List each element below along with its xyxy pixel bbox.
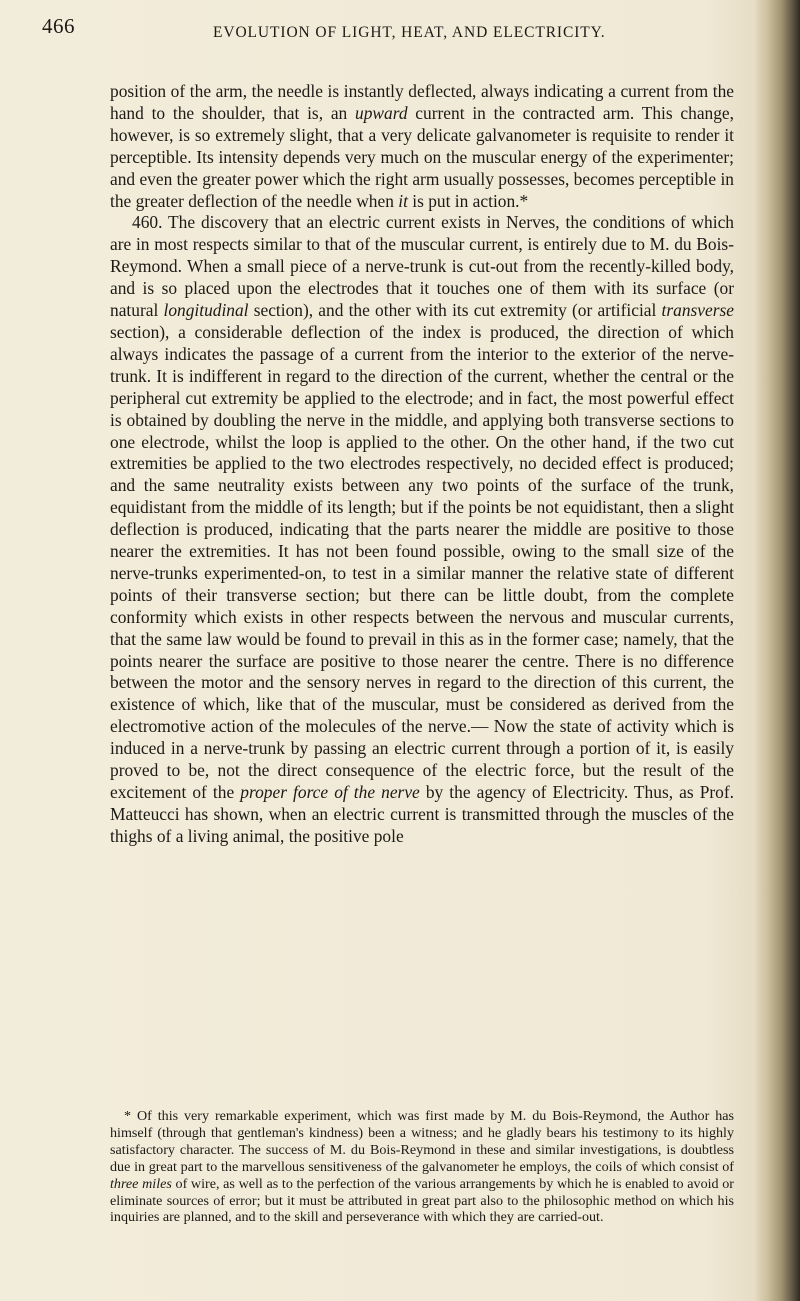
paragraph-1-emphasis-upward: upward <box>355 102 408 123</box>
paragraph-2-emphasis-proper-force: proper force of the nerve <box>240 782 420 802</box>
paragraph-1 <box>110 81 734 212</box>
paragraph-2-emphasis-longitudinal: longitudinal <box>163 300 249 321</box>
page-number: 466 <box>42 14 75 38</box>
body-text <box>110 81 734 848</box>
paragraph-2 <box>110 212 734 847</box>
book-spine-shadow <box>754 0 800 1301</box>
paragraph-1-text-c: is put in action.* <box>407 190 529 211</box>
paragraph-1-emphasis-it: it <box>398 190 408 211</box>
paragraph-1-text-a: position of the arm, the needle is instantly deflected, always indicating a current from the hand to the shoulder, that is, an <box>110 81 734 123</box>
paragraph-2-text-c: section), a considerable deflection of the index is produced, the direction of which always indicates the passage of a current from the interior to the exterior of the nerve-trunk. It is indifferent in regard to the direction of the current, whether the central or the peripheral cut extremity be applied to the electrode; and in fact, the most powerful effect is obtained by doubling the nerve in the middle, and applying both transverse sections to one electrode, whilst the loop is applied to the other. On the other hand, if the two cut extremities be applied to the two electrodes respectively, no decided effect is produced; and the same neutrality exists between any two points of the surface of the trunk, equidistant from the middle of its length; but if the points be not equidistant, then a slight deflection is produced, indicating that the parts nearer the middle are positive to those nearer the extremities. It has not been found possible, owing to the small size of the nerve-trunks experimented-on, to test in a similar manner the relative state of different points of their transverse section; but there can be little doubt, from the complete conformity which exists in other respects between the nervous and muscular currents, that the same law would be found to prevail in this as in the former case; namely, that the points nearer the surface are positive to those nearer the centre. There is no difference between the motor and the sensory nerves in regard to the direction of this current, the existence of which, like that of the muscular, must be considered as derived from the electromotive action of the molecules of the nerve.— Now the state of activity which is induced in a nerve-trunk by passing an electric current through a portion of it, is easily proved to be, not the direct consequence of the electric force, but the result of the excitement of the <box>110 321 734 802</box>
paragraph-2-emphasis-transverse: transverse <box>661 300 734 321</box>
footnote-paragraph <box>110 1108 734 1226</box>
paragraph-2-text-d: by the agency of Electricity. Thus, as Prof. Matteucci has shown, when an electric current is transmitted through the muscles of the thighs of a living animal, the positive pole <box>110 782 734 846</box>
running-head: EVOLUTION OF LIGHT, HEAT, AND ELECTRICITY. <box>213 24 606 41</box>
footnote-text-a: * Of this very remarkable experiment, which was first made by M. du Bois-Reymond, the Author has himself (through that gentleman's kindness) been a witness; and he gladly bears his testimony to its highly satisfactory character. The success of M. du Bois-Reymond in these and similar investigations, is doubtless due in great part to the marvellous sensitiveness of the galvanometer he employs, the coils of which consist of <box>110 1108 734 1175</box>
footnote <box>110 1108 734 1226</box>
footnote-emphasis-three-miles: three miles <box>110 1175 172 1192</box>
footnote-text-b: of wire, as well as to the perfection of the various arrangements by which he is enabled to avoid or eliminate sources of error; but it must be attributed in great part also to the philosophic method on which his inquiries are planned, and to the skill and perseverance with which they are carried-out. <box>110 1175 734 1226</box>
paragraph-1-text-b: current in the contracted arm. This change, however, is so extremely slight, that a very delicate galvanometer is requisite to render it perceptible. Its intensity depends very much on the muscular energy of the experimenter; and even the greater power which the right arm usually possesses, becomes perceptible in the greater deflection of the needle when <box>110 102 734 211</box>
paragraph-2-text-b: section), and the other with its cut extremity (or artificial <box>248 300 662 321</box>
paragraph-2-text-a: 460. The discovery that an electric current exists in Nerves, the conditions of which are in most respects similar to that of the muscular current, is entirely due to M. du Bois-Reymond. When a small piece of a nerve-trunk is cut-out from the recently-killed body, and is so placed upon the electrodes that it touches one of them with its surface (or natural <box>110 212 734 321</box>
